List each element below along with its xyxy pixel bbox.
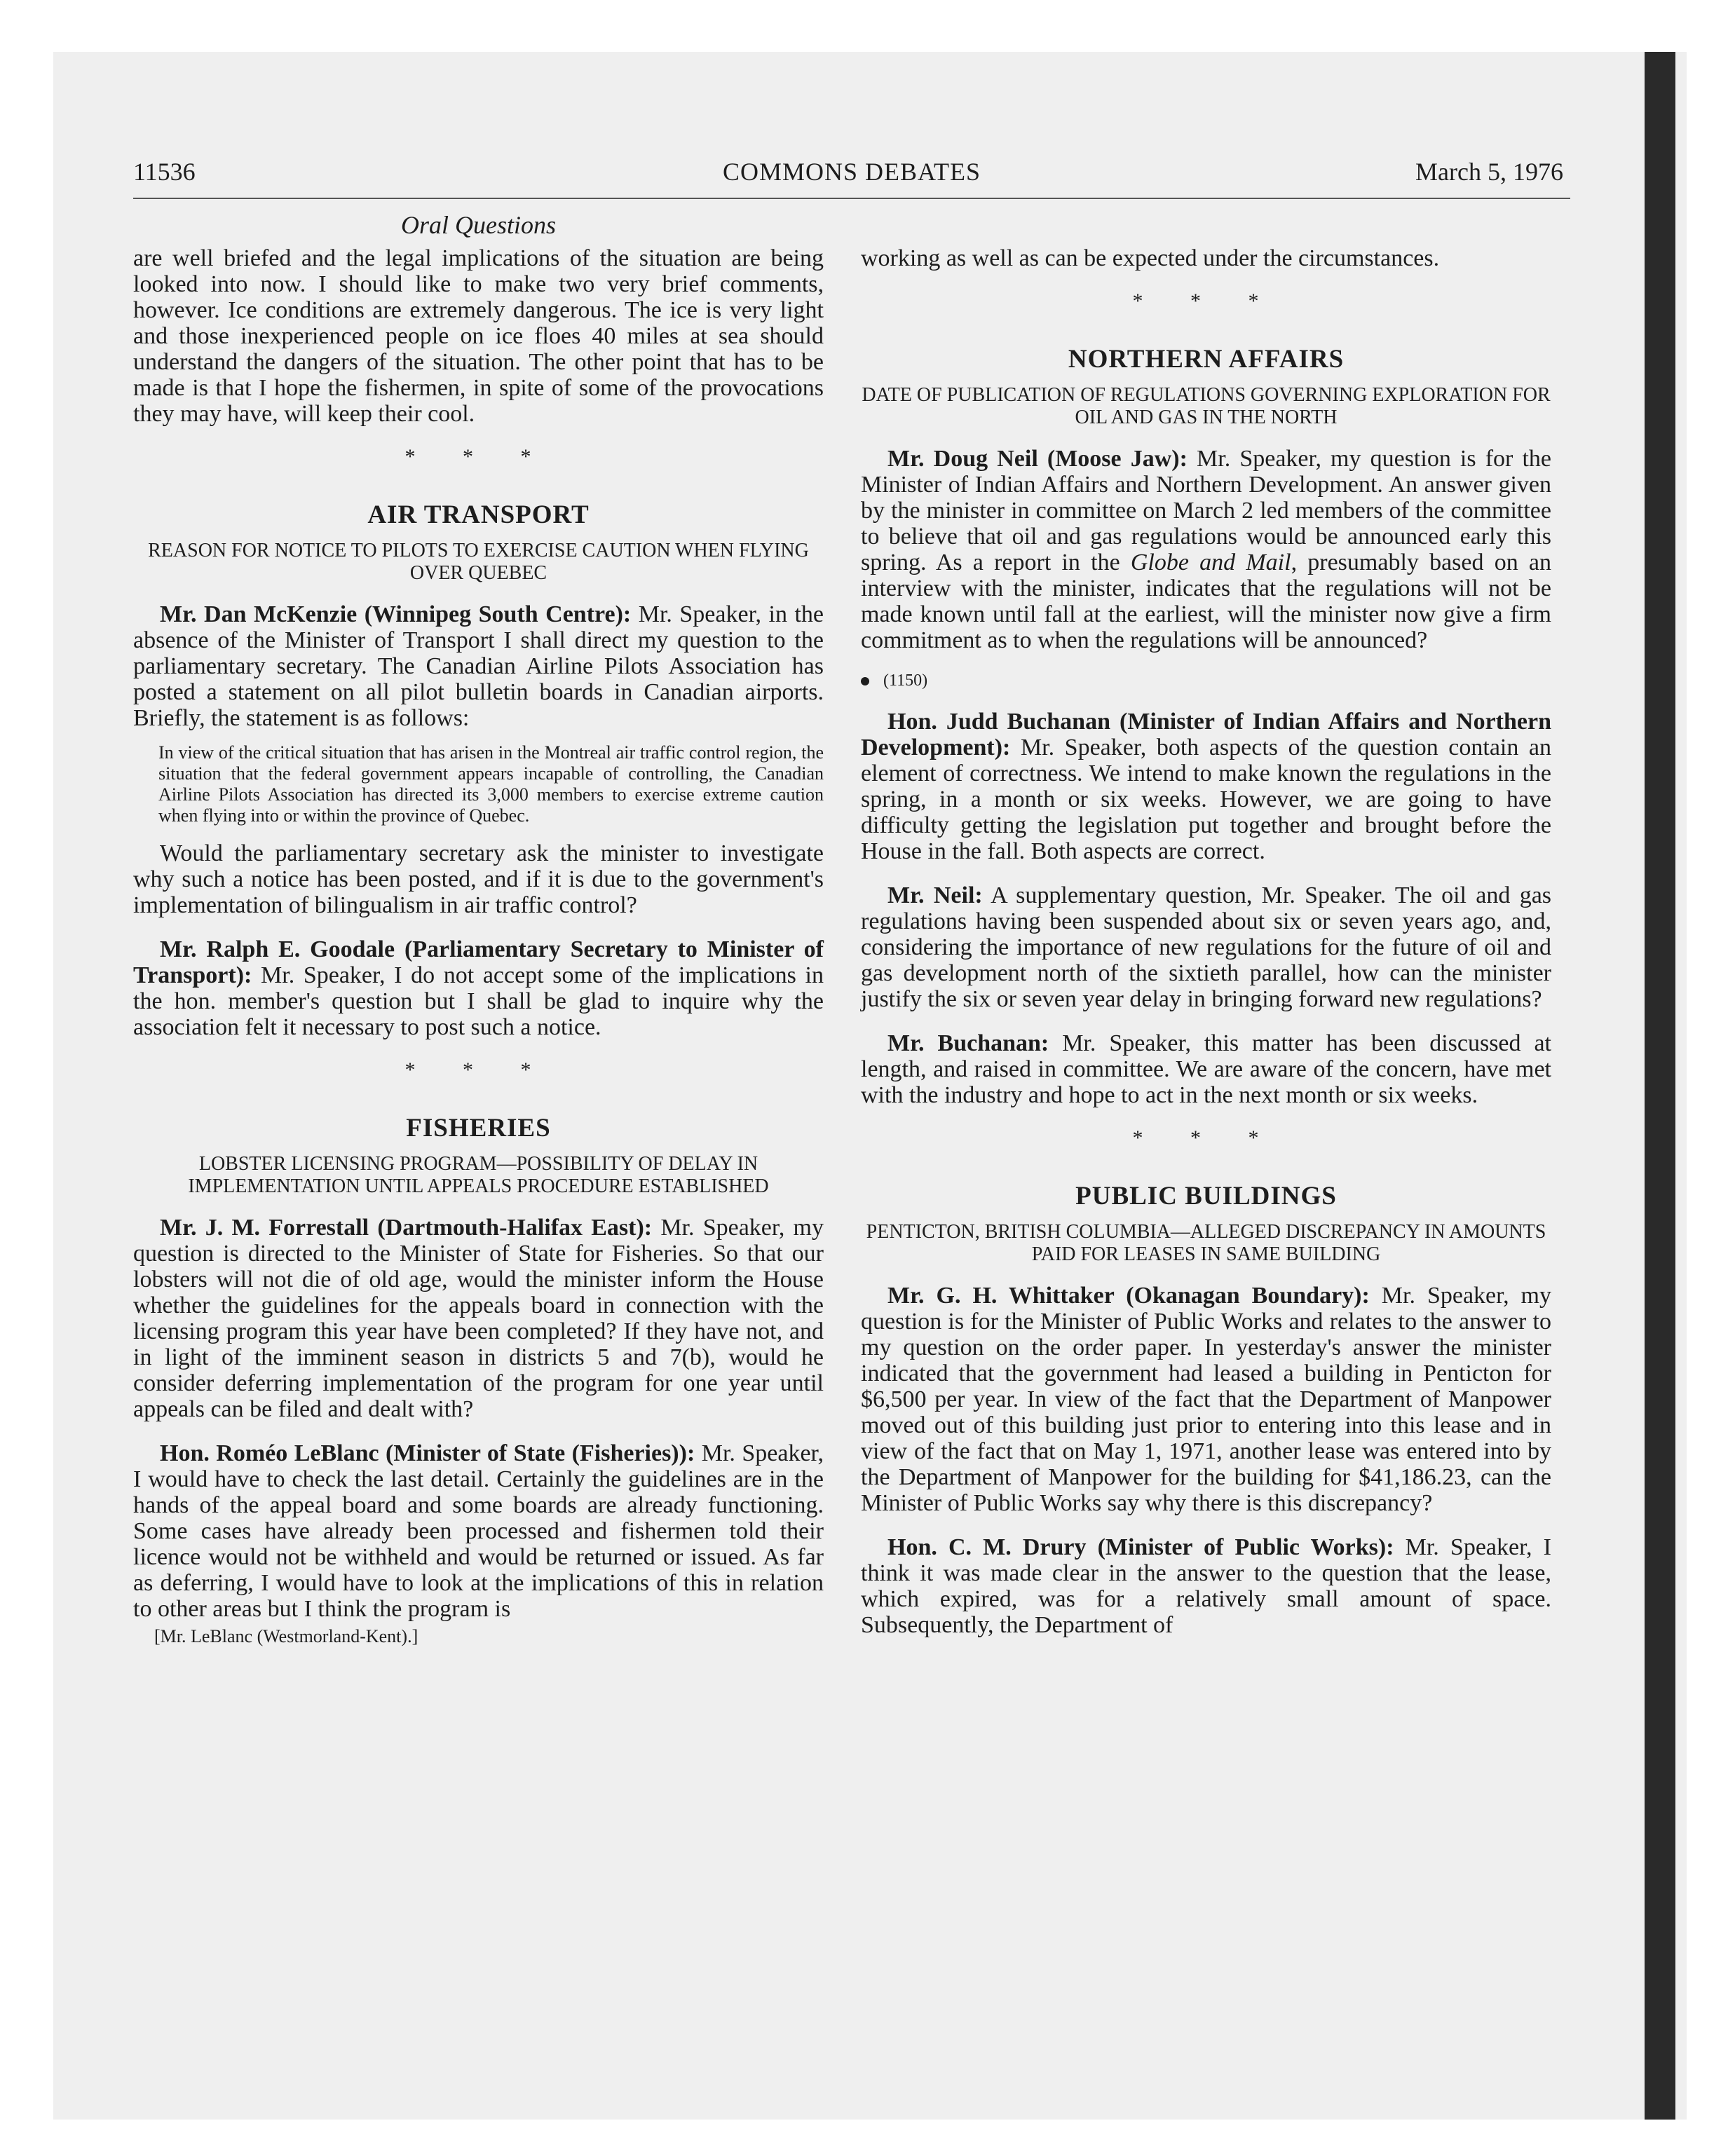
subheading-northern-affairs: DATE OF PUBLICATION OF REGULATIONS GOVERNING EXPLORATION FOR OIL AND GAS IN THE NORTH <box>862 384 1551 428</box>
speaker-name: Mr. J. M. Forrestall (Dartmouth-Halifax East): <box>160 1215 653 1241</box>
publication-title: COMMONS DEBATES <box>722 158 981 186</box>
section-label: Oral Questions <box>400 211 556 239</box>
opening-paragraph: working as well as can be expected under the circumstances. <box>861 245 1440 271</box>
page-number: 11536 <box>133 158 196 186</box>
speaker-name: Mr. Neil: <box>887 882 983 908</box>
speech-text: A supplementary question, Mr. Speaker. The oil and gas regulations having been suspended about six or seven years ago, and, considering the importance of new regulations for the future of oil and gas development north of the sixtieth parallel, how can the minister justify the six or seven year delay in bringing forward new regulations? <box>861 882 1552 1012</box>
newspaper-title: Globe and Mail <box>1130 550 1291 575</box>
speech-paragraph <box>861 1030 1551 1108</box>
speech-text: Mr. Speaker, this matter has been discussed at length, and raised in committee. We are aware of the concern, have met with the industry and hope to act in the next month or six weeks. <box>861 1030 1552 1108</box>
speech-paragraph <box>861 1283 1551 1516</box>
quoted-statement: In view of the critical situation that has arisen in the Montreal air traffic control region, the situation that the federal government appears incapable of controlling, the Canadian Airline Pilots Association has directed its 3,000 members to exercise extreme caution when flying into or within the province of Quebec. <box>158 742 824 826</box>
speech-text: Mr. Speaker, both aspects of the question contain an element of correctness. We intend to make known the regulations in the spring, in a month or six weeks. However, we are going to have difficulty getting the legislation put together and brought before the House in the fall. Both aspects are correct. <box>861 735 1551 864</box>
separator: * * * <box>404 445 552 468</box>
speech-text: Mr. Speaker, I do not accept some of the implications in the hon. member's question but I shall be glad to inquire why the association felt it necessary to post such a notice. <box>133 962 824 1040</box>
binding-edge <box>1645 52 1675 2120</box>
speech-text: , presumably based on an interview with the minister, indicates that the regulations will not be made known until fall at the earliest, will the minister now give a firm commitment as to when the regulations will be announced? <box>861 550 1551 653</box>
opening-paragraph: are well briefed and the legal implications of the situation are being looked into now. I should like to make two very brief comments, however. Ice conditions are extremely dangerous. The ice is very light and those inexperienced people on ice floes 40 miles at sea should understand the dangers of the situation. The other point that has to be made is that I hope the fishermen, in spite of some of the provocations they may have, will keep their cool. <box>133 245 824 427</box>
page <box>133 147 1570 2026</box>
subheading-fisheries: LOBSTER LICENSING PROGRAM—POSSIBILITY OF DELAY IN IMPLEMENTATION UNTIL APPEALS PROCEDURE ESTABLISHED <box>188 1153 769 1197</box>
speech-paragraph <box>861 709 1551 864</box>
speaker-name: Mr. Dan McKenzie (Winnipeg South Centre): <box>160 601 632 627</box>
speaker-name: Mr. Ralph E. Goodale (Parliamentary Secretary to Minister of Transport): <box>133 936 824 988</box>
subject-heading-air-transport: AIR TRANSPORT <box>367 500 590 529</box>
speech-paragraph <box>133 1215 824 1422</box>
separator: * * * <box>1132 289 1280 313</box>
left-column <box>133 210 824 1647</box>
subject-heading-northern-affairs: NORTHERN AFFAIRS <box>1068 345 1345 374</box>
speech-paragraph: Would the parliamentary secretary ask the minister to investigate why such a notice has been posted, and if it is due to the government's implementation of bilingualism in air traffic control? <box>133 840 824 918</box>
speaker-name: Hon. Judd Buchanan (Minister of Indian Affairs and Northern Development): <box>861 709 1551 760</box>
speaker-name: Hon. C. M. Drury (Minister of Public Works): <box>887 1534 1394 1560</box>
speaker-signature: [Mr. LeBlanc (Westmorland-Kent).] <box>154 1626 419 1646</box>
publication-date: March 5, 1976 <box>1415 158 1563 186</box>
subheading-air-transport: REASON FOR NOTICE TO PILOTS TO EXERCISE CAUTION WHEN FLYING OVER QUEBEC <box>148 540 809 584</box>
subject-heading-public-buildings: PUBLIC BUILDINGS <box>1075 1182 1337 1210</box>
subject-heading-fisheries: FISHERIES <box>406 1114 551 1142</box>
separator: * * * <box>1132 1126 1280 1149</box>
speech-paragraph <box>133 1440 824 1622</box>
speech-text: Mr. Speaker, my question is directed to the Minister of State for Fisheries. So that our lobsters will not die of old age, would the minister inform the House whether the guidelines for the appeals board in connection with the licensing program this year have been completed? If they have not, and in light of the imminent season in districts 5 and 7(b), would he consider deferring implementation of the program for one year until appeals can be filed and dealt with? <box>133 1215 824 1422</box>
timestamp <box>861 671 1551 690</box>
speech-paragraph <box>133 601 824 731</box>
separator: * * * <box>404 1058 552 1082</box>
running-header <box>133 154 1570 199</box>
timestamp-text: (1150) <box>883 671 928 690</box>
speech-paragraph <box>861 1534 1551 1638</box>
subheading-public-buildings: PENTICTON, BRITISH COLUMBIA—ALLEGED DISCREPANCY IN AMOUNTS PAID FOR LEASES IN SAME BUILDING <box>866 1221 1546 1265</box>
speaker-name: Mr. G. H. Whittaker (Okanagan Boundary): <box>887 1283 1370 1309</box>
speaker-name: Mr. Buchanan: <box>887 1030 1049 1056</box>
speech-text: Mr. Speaker, my question is for the Minister of Public Works and relates to the answer to my question on the order paper. In yesterday's answer the minister indicated that the government had leased a building in Penticton for $6,500 per year. In view of the fact that the Department of Manpower moved out of this building just prior to entering into this lease and in view of the fact that on May 1, 1971, another lease was entered into by the Department of Manpower for the building for $41,186.23, can the Minister of Public Works say why there is this discrepancy? <box>861 1283 1552 1516</box>
speech-paragraph <box>133 936 824 1040</box>
speaker-name: Mr. Doug Neil (Moose Jaw): <box>887 446 1188 472</box>
speech-paragraph <box>861 446 1551 653</box>
bullet-icon <box>861 677 869 685</box>
speech-text: Mr. Speaker, in the absence of the Minister of Transport I shall direct my question to the parliamentary secretary. The Canadian Airline Pilots Association has posted a statement on all pilot bulletin boards in Canadian airports. Briefly, the statement is as follows: <box>133 601 824 731</box>
speech-text: Mr. Speaker, I think it was made clear in the answer to the question that the lease, which expired, was for a relatively small amount of space. Subsequently, the Department of <box>861 1534 1551 1638</box>
speaker-name: Hon. Roméo LeBlanc (Minister of State (Fisheries)): <box>160 1440 695 1466</box>
speech-text: Mr. Speaker, I would have to check the last detail. Certainly the guidelines are in the hands of the appeal board and some boards are already functioning. Some cases have already been processed and fishermen told their licence would not be withheld and would be returned or issued. As far as deferring, I would have to look at the implications of this in relation to other areas but I think the program is <box>133 1440 824 1622</box>
right-column <box>861 245 1551 1656</box>
speech-text: Mr. Speaker, my question is for the Minister of Indian Affairs and Northern Development. An answer given by the minister in committee on March 2 led members of the committee to believe that oil and gas regulations would be announced early this spring. As a report in the <box>861 446 1552 575</box>
speech-paragraph <box>861 882 1551 1012</box>
